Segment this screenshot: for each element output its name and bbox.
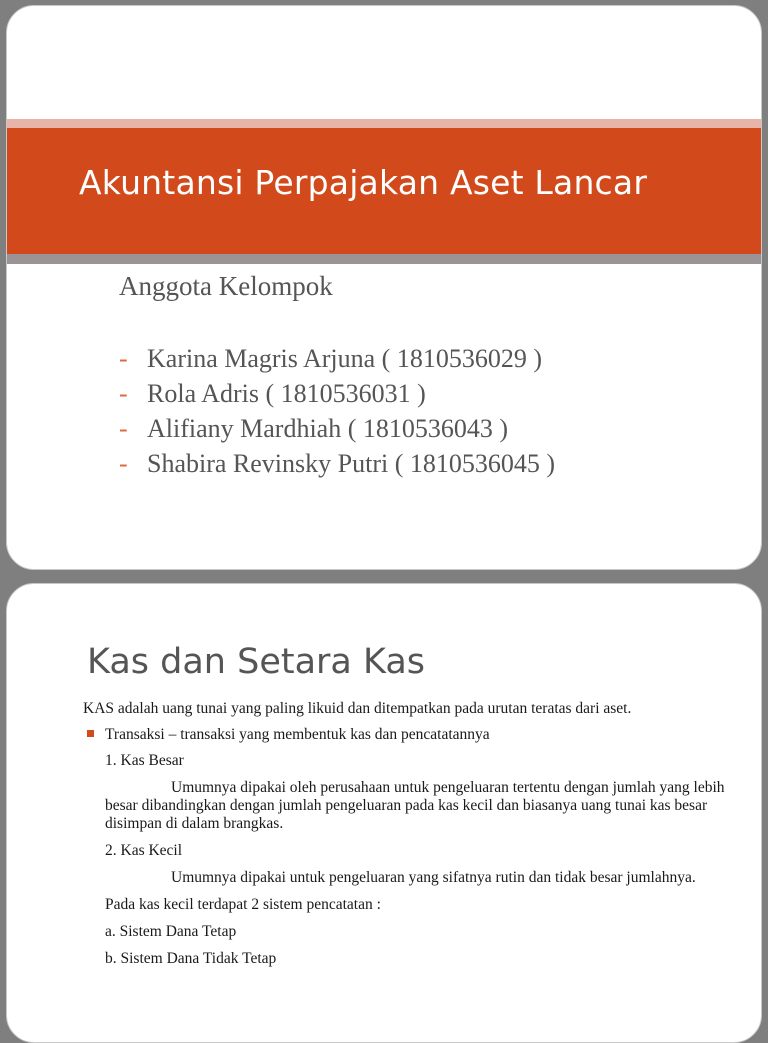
sistem-intro: Pada kas kecil terdapat 2 sistem pencatatan : bbox=[105, 896, 381, 913]
kas-kecil-description bbox=[105, 869, 733, 887]
slide-title: Akuntansi Perpajakan Aset Lancar bbox=[79, 163, 648, 202]
member-name: Alifiany Mardhiah ( 1810536043 ) bbox=[147, 414, 509, 443]
title-slide bbox=[6, 5, 762, 570]
members-heading: Anggota Kelompok bbox=[119, 271, 333, 301]
intro-paragraph: KAS adalah uang tunai yang paling likuid dan ditempatkan pada urutan teratas dari aset. bbox=[83, 700, 632, 717]
member-name: Karina Magris Arjuna ( 1810536029 ) bbox=[147, 344, 542, 373]
member-name: Shabira Revinsky Putri ( 1810536045 ) bbox=[147, 449, 556, 478]
member-item bbox=[119, 446, 555, 481]
members-list bbox=[119, 341, 555, 481]
kas-kecil-label: 2. Kas Kecil bbox=[105, 842, 183, 859]
dash-marker: - bbox=[119, 414, 128, 443]
sistem-b: b. Sistem Dana Tidak Tetap bbox=[105, 950, 277, 967]
dash-marker: - bbox=[119, 449, 128, 478]
title-band-bottom-stripe bbox=[7, 254, 761, 264]
slide-heading: Kas dan Setara Kas bbox=[87, 642, 426, 682]
bullet-item bbox=[83, 726, 733, 744]
slide-body bbox=[83, 700, 733, 977]
title-band-top-stripe bbox=[7, 119, 761, 128]
kas-kecil-text: Umumnya dipakai untuk pengeluaran yang sifatnya rutin dan tidak besar jumlahnya. bbox=[171, 869, 696, 886]
member-item bbox=[119, 341, 555, 376]
kas-besar-text: Umumnya dipakai oleh perusahaan untuk pengeluaran tertentu dengan jumlah yang lebih besar dibandingkan dengan jumlah pengeluaran pada kas kecil dan biasanya uang tunai kas besar disimpan di dalam brangkas. bbox=[105, 779, 725, 832]
square-bullet-icon bbox=[87, 730, 94, 737]
member-name: Rola Adris ( 1810536031 ) bbox=[147, 379, 426, 408]
kas-besar-label: 1. Kas Besar bbox=[105, 752, 184, 769]
kas-besar-description bbox=[105, 779, 733, 833]
dash-marker: - bbox=[119, 344, 128, 373]
dash-marker: - bbox=[119, 379, 128, 408]
sistem-a: a. Sistem Dana Tetap bbox=[105, 923, 237, 940]
member-item bbox=[119, 411, 555, 446]
bullet-text: Transaksi – transaksi yang membentuk kas dan pencatatannya bbox=[105, 726, 490, 743]
member-item bbox=[119, 376, 555, 411]
content-slide bbox=[6, 583, 762, 1043]
